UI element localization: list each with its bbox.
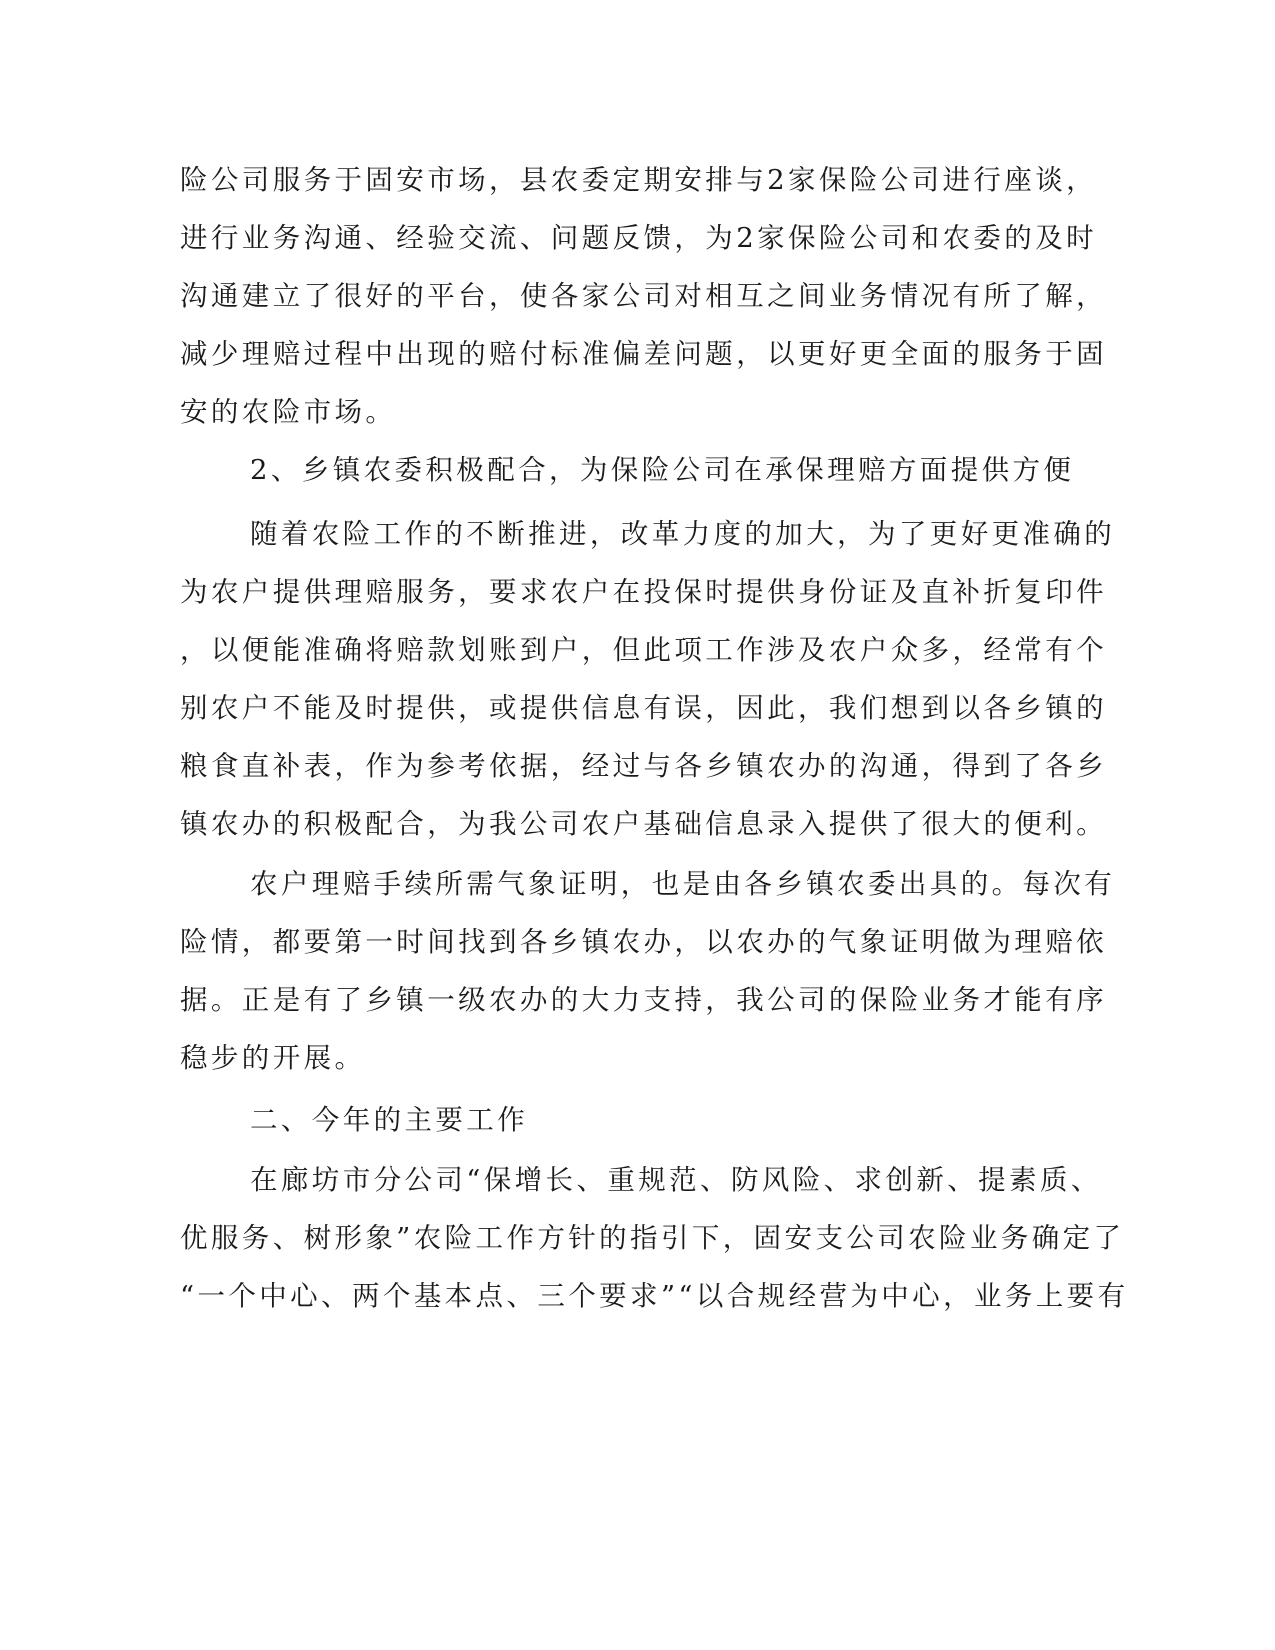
text-line: 在廊坊市分公司“保增长、重规范、防风险、求创新、提素质、	[250, 1164, 1102, 1196]
text-line: 进行业务沟通、经验交流、问题反馈，为2家保险公司和农委的及时	[180, 222, 1097, 254]
text-line: 减少理赔过程中出现的赔付标准偏差问题，以更好更全面的服务于固	[180, 338, 1107, 370]
text-line: 安的农险市场。	[180, 396, 397, 428]
text-line: 别农户不能及时提供，或提供信息有误，因此，我们想到以各乡镇的	[180, 692, 1107, 724]
text-line: 粮食直补表，作为参考依据，经过与各乡镇农办的沟通，得到了各乡	[180, 750, 1107, 782]
text-line: 随着农险工作的不断推进，改革力度的加大，为了更好更准确的	[250, 518, 1116, 550]
text-line: 为农户提供理赔服务，要求农户在投保时提供身份证及直补折复印件	[180, 576, 1107, 608]
text-line: 稳步的开展。	[180, 1042, 366, 1074]
text-line: 优服务、树形象”农险工作方针的指引下，固安支公司农险业务确定了	[180, 1222, 1125, 1254]
section-heading: 二、今年的主要工作	[250, 1104, 529, 1136]
text-line: 农户理赔手续所需气象证明，也是由各乡镇农委出具的。每次有	[250, 868, 1116, 900]
text-line: ，以便能准确将赔款划账到户，但此项工作涉及农户众多，经常有个	[180, 634, 1107, 666]
text-line: 险公司服务于固安市场，县农委定期安排与2家保险公司进行座谈，	[180, 164, 1097, 196]
text-line: 沟通建立了很好的平台，使各家公司对相互之间业务情况有所了解，	[180, 280, 1107, 312]
text-line: 据。正是有了乡镇一级农办的大力支持，我公司的保险业务才能有序	[180, 984, 1107, 1016]
text-line: 险情，都要第一时间找到各乡镇农办，以农办的气象证明做为理赔依	[180, 926, 1107, 958]
section-heading: 2、乡镇农委积极配合，为保险公司在承保理赔方面提供方便	[250, 454, 1075, 486]
text-line: “一个中心、两个基本点、三个要求”“以合规经营为中心，业务上要有	[180, 1280, 1129, 1312]
text-line: 镇农办的积极配合，为我公司农户基础信息录入提供了很大的便利。	[180, 808, 1107, 840]
